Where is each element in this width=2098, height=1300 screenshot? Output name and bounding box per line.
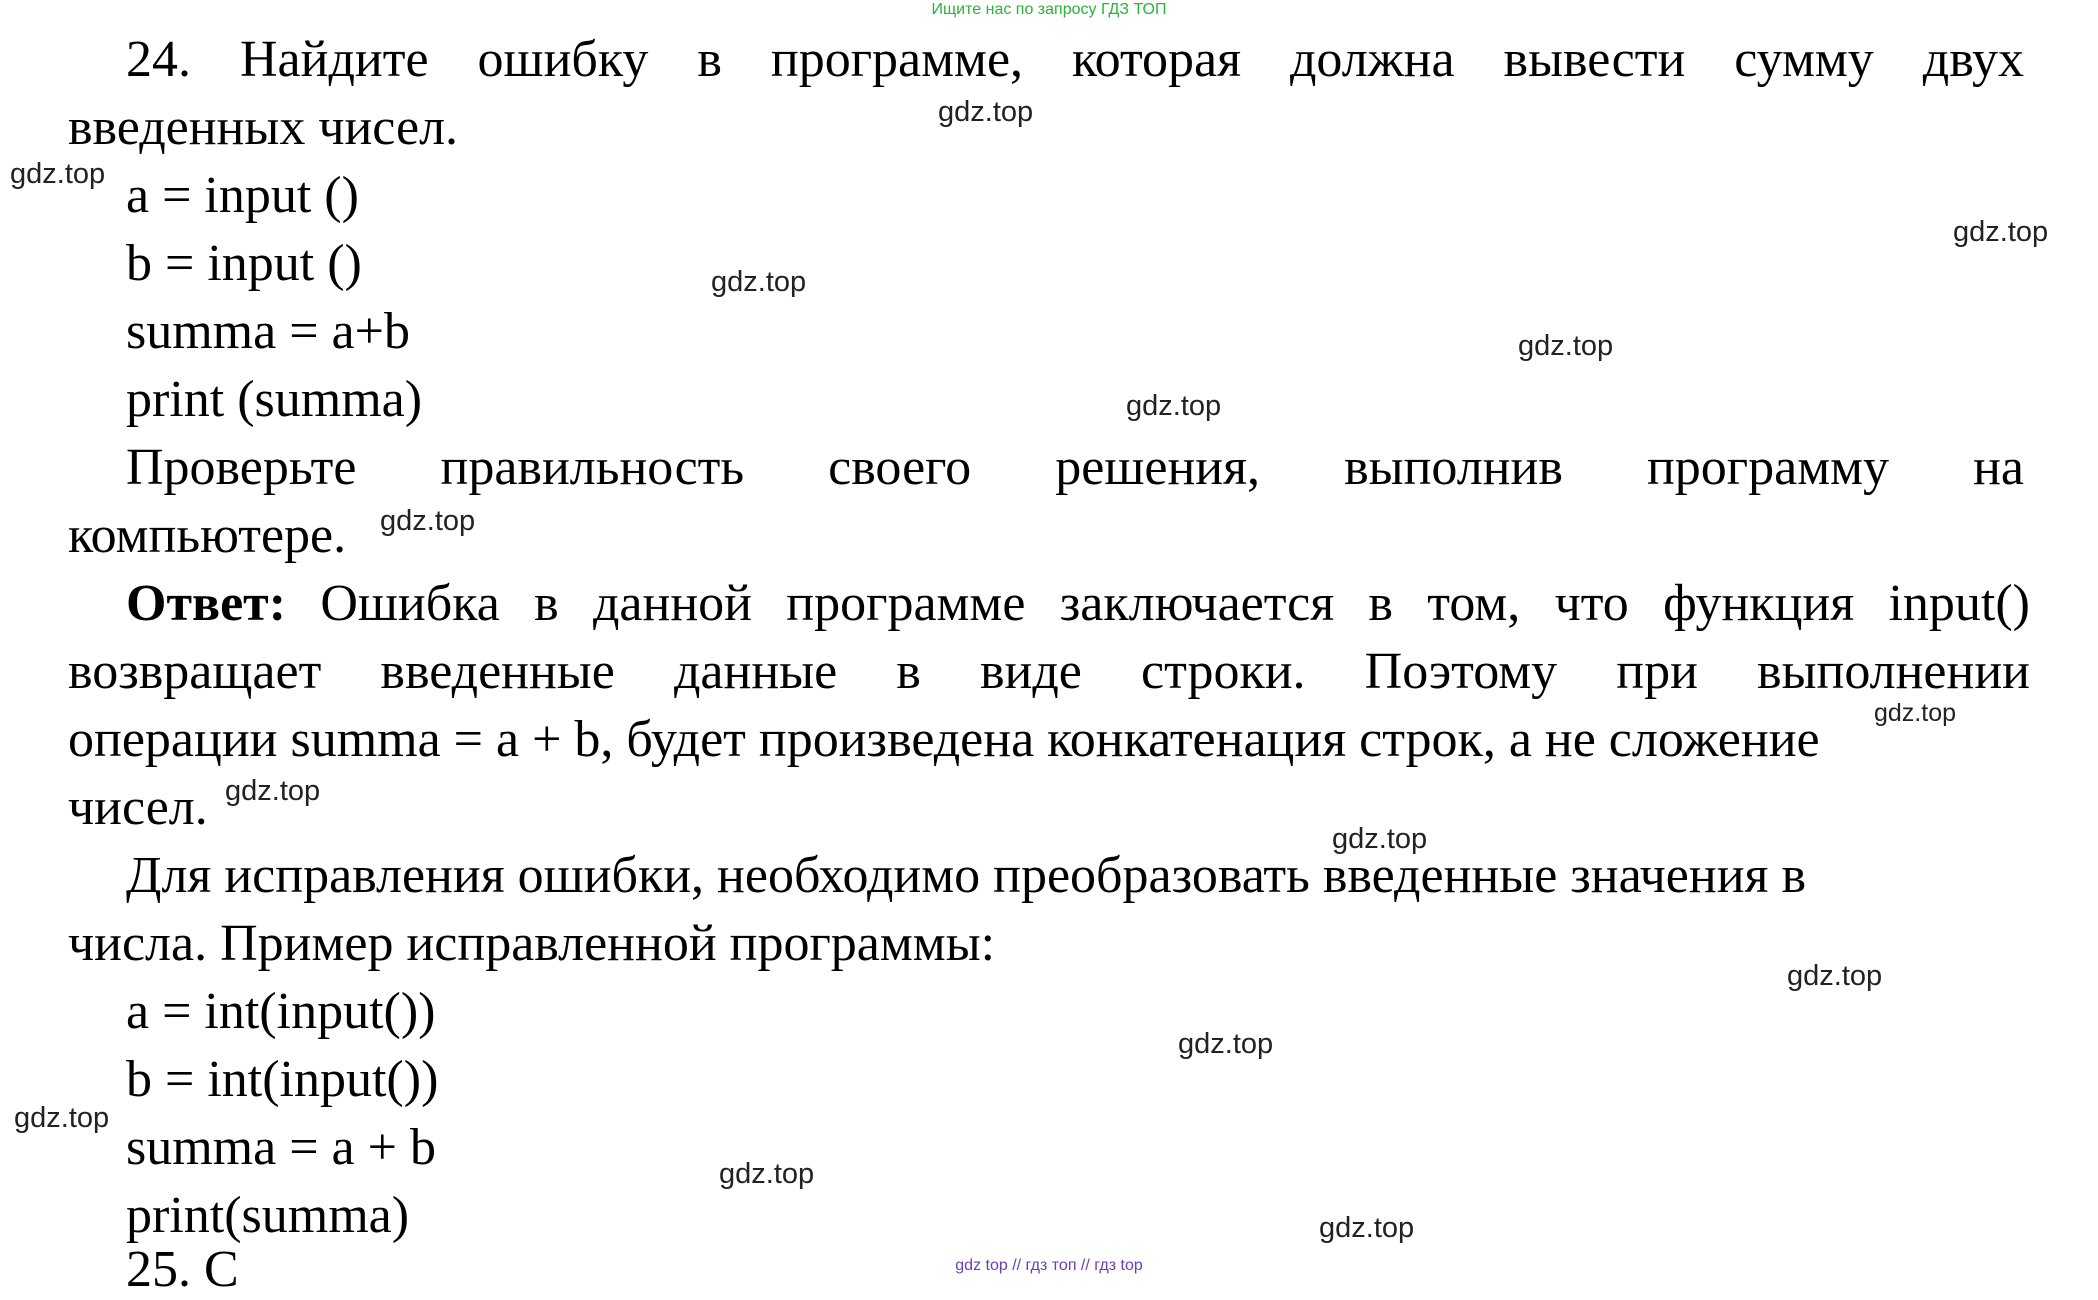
- watermark: gdz.top: [1178, 1028, 1274, 1060]
- fixed-code-line: b = int(input()): [126, 1051, 439, 1108]
- watermark: gdz.top: [225, 775, 321, 807]
- watermark: gdz.top: [1874, 699, 1957, 727]
- answer-line-4: чисел.: [68, 779, 208, 836]
- top-banner[interactable]: Ищите нас по запросу ГДЗ ТОП: [931, 1, 1167, 18]
- watermark: gdz.top: [938, 96, 1034, 128]
- watermark: gdz.top: [10, 158, 106, 190]
- code-line: a = input (): [126, 167, 359, 224]
- code-line: print (summa): [126, 371, 423, 428]
- fix-line-1: Для исправления ошибки, необходимо преобразовать введенные значения в: [126, 847, 1806, 904]
- check-line-2: компьютере.: [68, 507, 347, 564]
- answer-text: Ошибка в данной программе заключается в том, что функция input(): [286, 575, 2030, 632]
- answer-line-3: операции summa = a + b, будет произведена конкатенация строк, а не сложение: [68, 711, 1820, 768]
- footer-links[interactable]: gdz top // гдз топ // гдз top: [955, 1257, 1143, 1274]
- watermark: gdz.top: [14, 1102, 110, 1134]
- watermark: gdz.top: [1518, 330, 1614, 362]
- watermark: gdz.top: [1953, 216, 2049, 248]
- fix-line-2: числа. Пример исправленной программы:: [68, 915, 996, 972]
- task-line-1: 24. Найдите ошибку в программе, которая должна вывести сумму двух: [126, 31, 2024, 88]
- task-line-2: введенных чисел.: [68, 99, 459, 156]
- watermark: gdz.top: [1787, 960, 1883, 992]
- next-task-cut: 25. С: [126, 1241, 239, 1298]
- answer-label: Ответ:: [126, 575, 287, 632]
- answer-line-1: [126, 574, 2030, 634]
- watermark: gdz.top: [380, 505, 476, 537]
- fixed-code-line: a = int(input()): [126, 983, 436, 1040]
- answer-line-2: возвращает введенные данные в виде строки. Поэтому при выполнении: [68, 643, 2030, 700]
- watermark: gdz.top: [1332, 823, 1428, 855]
- fixed-code-line: print(summa): [126, 1187, 410, 1244]
- code-line: b = input (): [126, 235, 362, 292]
- fixed-code-line: summa = a + b: [126, 1119, 436, 1176]
- watermark: gdz.top: [1126, 390, 1222, 422]
- watermark: gdz.top: [711, 266, 807, 298]
- watermark: gdz.top: [1319, 1212, 1415, 1244]
- check-line-1: Проверьте правильность своего решения, выполнив программу на: [126, 439, 2024, 496]
- watermark: gdz.top: [719, 1158, 815, 1190]
- code-line: summa = a+b: [126, 303, 410, 360]
